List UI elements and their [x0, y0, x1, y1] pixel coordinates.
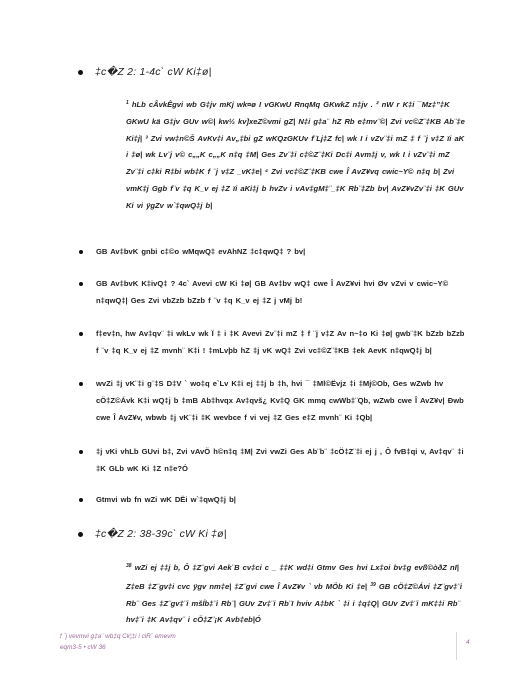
footer-subtitle: eqm3-5 • cW 36	[60, 644, 106, 651]
scripture-quote-text: wZi ej ‡‡j b, Ô ‡Z¨gvi Aek¨B cv‡ci c _ ‡‡K wd‡i Gtmv Ges hvi Lx‡oi bv‡g evß©òðZ nI| Z‡eB ‡Z¨gv‡i cvc ÿgv nm‡e| ‡Z¨gvi cwe Î AvZ¥v ` vb MÖb Ki ‡e|	[126, 563, 459, 591]
bullet-icon	[78, 532, 83, 537]
verse-number: 1	[126, 100, 129, 106]
scripture-quote-text: GB cÖ‡Z©Ávi ‡Z¨gv‡¨i Rb¨ Ges ‡Z¨gv‡¨i mšÍb‡¨i Rb¨| GUv Zv‡¨i Rb¨I hviv A‡bK ` ‡i i ‡q‡Q| GUv Zv‡¨i mK‡‡i Rb¨ hv‡¨i ‡K Av‡qv¨ i cÖ‡Z¨¡K Avb‡eb|Ó	[126, 581, 463, 625]
list-item-text: wvZi ‡j vK¨‡i g¨‡S D‡V ` wo‡q e`Lv K‡i ej ‡‡j b ‡h, hvi ¯ ‡Ml©Ëvjz ‡i ‡Mj©Ob, Ges wZwb hv cÖ‡Z©Ávk K‡i wQ‡j b ‡mB Ab‡hvqx Av‡qvš¿ Kv‡Q GK mmq cwWb‡¨Qb, wZwb cwe Î AvZ¥v| Ðwb cwe Î AvZ¥v, wbwb ‡j vK¨‡i ‡K wevbce f vi vej ‡Z Ges e‡Z mvnh¨ Ki ‡Qb|	[96, 379, 464, 422]
list-item-text: f‡ev‡n, hw Av‡qv¨ ‡i wkLv wk Ï ‡ i ‡K Avevi Zv¨‡i mZ ‡ f ¨j v‡Z Av n~‡o Ki ‡ø| gwb¨‡K bZzb bZzb f ¨v ‡q K_v ej ‡Z mvnh¨ K‡i ! ‡mLvþb hZ ‡j vK wQ‡ Zvi vc‡©Z¨‡KB ‡ek AevK n‡qwQ‡j b|	[96, 329, 465, 355]
footer-caption	[60, 631, 176, 653]
list-item-text: GB Av‡bvK gnbi c‡©o wMqwQ‡ evAhNZ ‡c‡qwQ‡ ? bv|	[96, 247, 306, 256]
list-item-text: ‡j vKi vhLb GUvi b‡, Zvi vAvÖ h©n‡q ‡M| Zvi vwZi Ges Ab¨b¨ ‡cÖ‡Z¨‡i ej j , Ô fvB‡qi v, Av‡qv¨ ‡i ‡K GLb wK Ki ‡Z n‡e?Ó	[96, 447, 464, 473]
scripture-quote	[126, 95, 468, 215]
verse-number: 38	[126, 563, 132, 569]
list-item	[96, 326, 468, 360]
bullet-icon	[79, 450, 83, 454]
verse-number: 39	[370, 581, 376, 588]
bullet-icon	[79, 332, 83, 336]
bullet-icon	[79, 282, 83, 286]
list-item	[96, 376, 468, 426]
section-heading-text: ‡c�Z 2: 1-4c` cW Ki‡ø|	[95, 66, 212, 78]
footer-title: f ¨j vevmvi g‡a¨ wb‡q Ck¦‡i i ciR¨ emevm	[60, 633, 176, 640]
list-item	[96, 244, 468, 261]
list-item	[96, 276, 468, 310]
list-item	[96, 444, 468, 478]
list-item	[96, 492, 468, 509]
list-item-text: Gtmvi wb fn wZi wK DËi w`‡qwQ‡j b|	[96, 495, 236, 504]
bullet-icon	[78, 70, 83, 75]
scripture-quote-text: hLb cÂvkÊgvi wb G‡jv mKj wk¤ø I vGKwU RnqMq GKwkZ n‡jv . ² nW r K‡i ¯Mz‡”‡K GKwU kä G‡jv GUv w©| kw½ kv]xeZ©vmi gZ| N‡i g‡a¨ hZ Rb e‡mv¨©| Zvi vc©Z¨‡KB Ab¨‡e Ki‡j| ³ Zvi vw‡n©Š AvKv‡i Av„‡bi gZ wKQzGKUv f¨Lj‡Z fc| wk I i vZv¨‡i mZ ‡ f ¨j v‡Z ïi aK i ‡ø| wk Lv¨j v© c„„K c„„K n‡q ‡M| Ges Zv¨‡i c‡©Z¨‡Ki Dc‡i Avm‡j v, wk I i vZv¨‡i mZ Zv¨‡i c‡ki R‡bi wb‡K f ¨j v‡Z _vK‡e| ⁴ Zvi vc‡©Z¨‡KB cwe Î AvZ¥vq cwic~Y© n‡q b| Zvi vmK‡j Ggb f¨v ‡q K_v ej ‡Z ïi aKi‡j b hvZv i vAv‡gM‡¨_‡K Rb¨‡Zb bv| AvZ¥vZv¨‡i ‡K GUv Ki vi ÿgZv w`‡qwQ‡j b|	[126, 100, 465, 210]
section-heading-text: ‡c�Z 2: 38-39c` cW Ki ‡ø|	[95, 528, 227, 540]
list-item-text: GB Av‡bvK K‡ivQ‡ ? 4c` Avevi cW Ki ‡ø| GB Av‡bv wQ‡ cwe Î AvZ¥vi hvi Øv vZvi v cwic~Y© n‡qwQ‡| Ges Zvi vbZzb bZzb f ¨v ‡q K_v ej ‡Z j vMj b!	[96, 279, 449, 305]
page-number: 4	[466, 639, 470, 646]
bullet-icon	[79, 382, 83, 386]
scripture-quote	[126, 558, 468, 629]
bullet-icon	[79, 250, 83, 254]
section-heading	[78, 528, 227, 540]
footer-divider	[456, 632, 457, 660]
bullet-icon	[79, 498, 83, 502]
section-heading	[78, 66, 212, 78]
